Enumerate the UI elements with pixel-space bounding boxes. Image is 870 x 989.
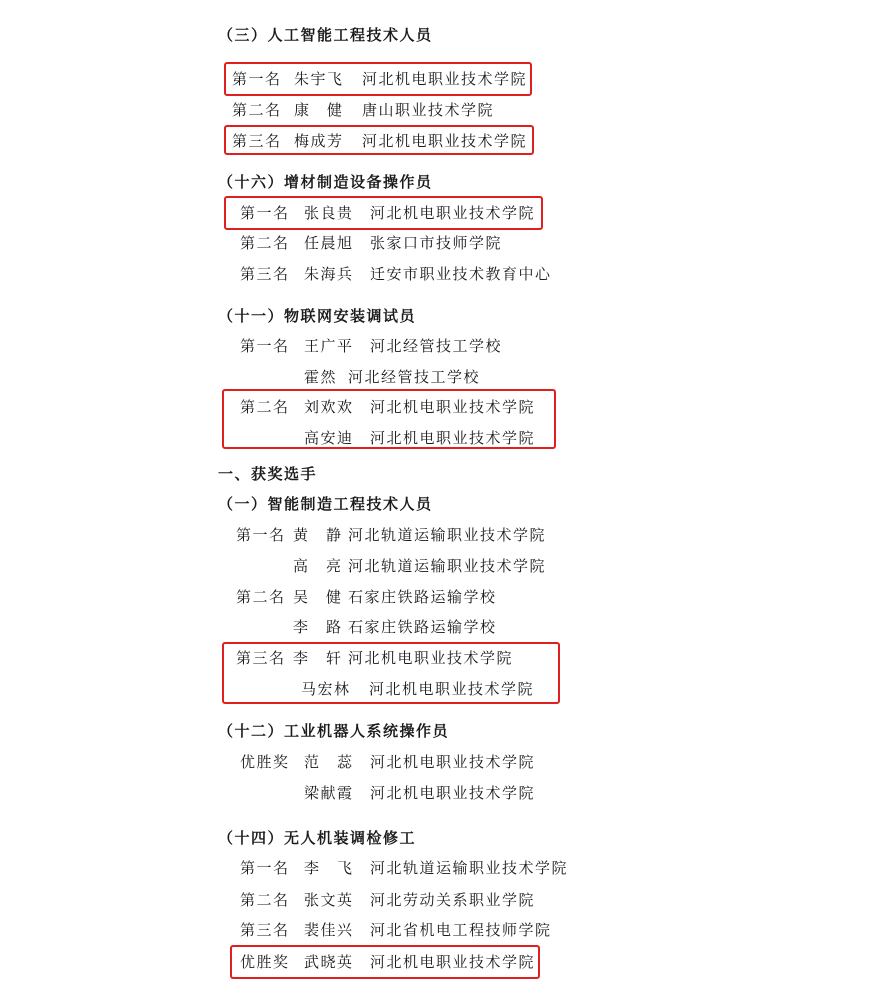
school-name: 河北机电职业技术学院 (362, 132, 528, 150)
school-name: 迁安市职业技术教育中心 (370, 265, 552, 283)
school-name: 石家庄铁路运输学校 (348, 618, 497, 636)
rank-label: 第一名 (240, 859, 290, 877)
winner-name: 高安迪 (304, 429, 354, 447)
winner-name: 马宏林 (301, 680, 351, 698)
winner-name: 康 健 (294, 101, 344, 119)
list-item (240, 336, 502, 356)
list-item (240, 264, 552, 284)
winner-name: 刘欢欢 (304, 398, 354, 416)
rank-label: 第一名 (240, 337, 290, 355)
list-item (236, 587, 497, 607)
rank-label: 第一名 (240, 204, 290, 222)
rank-label: 第二名 (236, 588, 286, 606)
rank-label: 第二名 (240, 891, 290, 909)
list-item (236, 617, 497, 637)
school-name: 河北轨道运输职业技术学院 (348, 526, 547, 544)
school-name: 石家庄铁路运输学校 (348, 588, 497, 606)
section-title: 一、获奖选手 (218, 465, 318, 483)
winner-name: 裴佳兴 (304, 921, 354, 939)
rank-label: 第三名 (240, 265, 290, 283)
winner-name: 李 路 (293, 618, 343, 636)
school-name: 河北机电职业技术学院 (370, 398, 536, 416)
school-name: 河北机电职业技术学院 (370, 204, 536, 222)
school-name: 河北机电职业技术学院 (348, 649, 514, 667)
highlight-box (224, 196, 543, 230)
highlight-box (224, 125, 534, 155)
school-name: 河北机电职业技术学院 (370, 429, 536, 447)
section-title: （十二）工业机器人系统操作员 (218, 722, 450, 740)
school-name: 河北轨道运输职业技术学院 (348, 557, 547, 575)
winner-name: 任晨旭 (304, 234, 354, 252)
winner-name: 梅成芳 (294, 132, 344, 150)
highlight-box (230, 945, 540, 979)
school-name: 张家口市技师学院 (370, 234, 503, 252)
winner-name: 武晓英 (304, 953, 354, 971)
rank-label: 第一名 (232, 70, 282, 88)
school-name: 河北机电职业技术学院 (369, 680, 535, 698)
winner-name: 梁献霞 (304, 784, 354, 802)
school-name: 河北机电职业技术学院 (362, 70, 528, 88)
section-title: （十六）增材制造设备操作员 (218, 173, 433, 191)
winner-name: 李 轩 (293, 649, 343, 667)
school-name: 唐山职业技术学院 (362, 101, 495, 119)
section-title: （十四）无人机装调检修工 (218, 829, 417, 847)
list-item (240, 233, 502, 253)
winner-name: 吴 健 (293, 588, 343, 606)
winner-name: 王广平 (304, 337, 354, 355)
school-name: 河北机电职业技术学院 (370, 753, 536, 771)
winner-name: 朱宇飞 (294, 70, 344, 88)
highlight-box (222, 389, 556, 449)
rank-label: 第三名 (240, 921, 290, 939)
rank-label: 第一名 (236, 526, 286, 544)
school-name: 河北经管技工学校 (348, 368, 481, 386)
highlight-box (222, 642, 560, 704)
school-name: 河北省机电工程技师学院 (370, 921, 552, 939)
rank-label: 优胜奖 (240, 753, 290, 771)
section-title: （一）智能制造工程技术人员 (218, 495, 433, 513)
winner-name: 张文英 (304, 891, 354, 909)
winner-name: 朱海兵 (304, 265, 354, 283)
rank-label: 第三名 (236, 649, 286, 667)
highlight-box (224, 62, 532, 96)
school-name: 河北轨道运输职业技术学院 (370, 859, 569, 877)
rank-label: 第二名 (232, 101, 282, 119)
section-title: （十一）物联网安装调试员 (218, 307, 417, 325)
rank-label: 优胜奖 (240, 953, 290, 971)
list-item (240, 752, 535, 772)
school-name: 河北劳动关系职业学院 (370, 891, 536, 909)
list-item (236, 525, 546, 545)
rank-label: 第二名 (240, 398, 290, 416)
winner-name: 李 飞 (304, 859, 354, 877)
school-name: 河北经管技工学校 (370, 337, 503, 355)
list-item (304, 367, 480, 387)
list-item (240, 920, 552, 940)
school-name: 河北机电职业技术学院 (370, 953, 536, 971)
winner-name: 范 蕊 (304, 753, 354, 771)
list-item (240, 858, 568, 878)
rank-label: 第三名 (232, 132, 282, 150)
school-name: 河北机电职业技术学院 (370, 784, 536, 802)
winner-name: 高 亮 (293, 557, 343, 575)
winner-name: 黄 静 (293, 526, 343, 544)
list-item (304, 783, 535, 803)
section-title: （三）人工智能工程技术人员 (218, 26, 433, 44)
winner-name: 张良贵 (304, 204, 354, 222)
winner-name: 霍然 (304, 368, 338, 386)
list-item (232, 100, 494, 120)
rank-label: 第二名 (240, 234, 290, 252)
list-item (240, 890, 535, 910)
list-item (236, 556, 546, 576)
